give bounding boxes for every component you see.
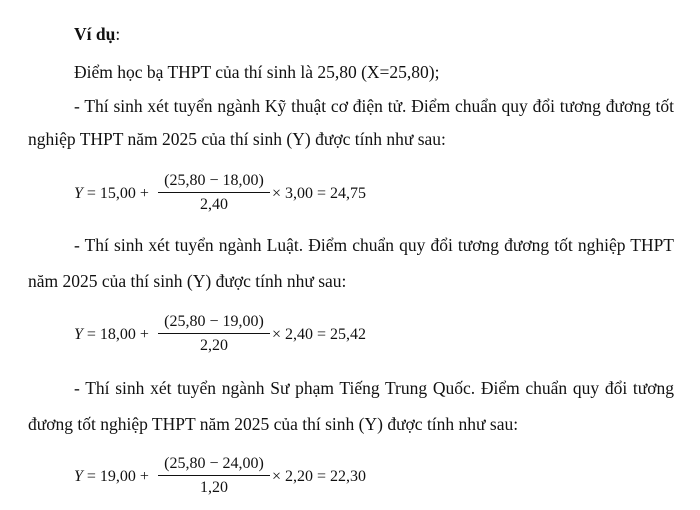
case3-formula-rhs: × 2,20 = 22,30	[272, 468, 367, 485]
intro-paragraph: Điểm học bạ THPT của thí sinh là 25,80 (X=25,80);	[74, 62, 440, 82]
case2-formula-rhs: × 2,40 = 25,42	[272, 326, 367, 343]
case3-formula	[74, 454, 374, 502]
case3-formula-numerator: (25,80 − 24,00)	[164, 455, 264, 472]
case1-text-line1: - Thí sinh xét tuyển ngành Kỹ thuật cơ điện tử. Điểm chuẩn quy đổi tương đương tốt	[74, 96, 674, 116]
case2-text-line1: - Thí sinh xét tuyển ngành Luật. Điểm chuẩn quy đổi tương đương tốt nghiệp THPT	[74, 235, 674, 255]
case2-formula-denominator: 2,20	[200, 337, 228, 354]
case2-formula	[74, 312, 374, 360]
case3-formula-fraction	[158, 454, 270, 498]
case2-text-line2: năm 2025 của thí sinh (Y) được tính như sau:	[28, 271, 347, 291]
case1-formula-var: Y	[74, 185, 83, 202]
case2-formula-lhs	[74, 326, 149, 344]
case1-formula-lhs-rest: = 15,00 +	[82, 185, 149, 202]
case1-formula-numerator: (25,80 − 18,00)	[164, 172, 264, 189]
case2-formula-var: Y	[74, 326, 83, 343]
case3-formula-lhs	[74, 468, 149, 486]
case1-formula-fraction-bar	[158, 192, 270, 193]
example-label: Ví dụ	[74, 24, 116, 44]
case3-text-line1: - Thí sinh xét tuyển ngành Sư phạm Tiếng Trung Quốc. Điểm chuẩn quy đổi tương	[74, 378, 674, 398]
case3-formula-denominator: 1,20	[200, 479, 228, 496]
case3-formula-lhs-rest: = 19,00 +	[82, 468, 149, 485]
case1-formula	[74, 171, 374, 219]
case1-text-line2: nghiệp THPT năm 2025 của thí sinh (Y) được tính như sau:	[28, 129, 446, 149]
case2-formula-fraction	[158, 312, 270, 356]
case1-formula-rhs: × 3,00 = 24,75	[272, 185, 367, 202]
case2-formula-numerator: (25,80 − 19,00)	[164, 313, 264, 330]
case1-formula-lhs	[74, 185, 149, 203]
case3-formula-fraction-bar	[158, 475, 270, 476]
case1-formula-denominator: 2,40	[200, 196, 228, 213]
case2-formula-lhs-rest: = 18,00 +	[82, 326, 149, 343]
example-heading	[74, 26, 120, 44]
case2-formula-fraction-bar	[158, 333, 270, 334]
example-colon: :	[115, 24, 121, 44]
case3-text-line2: đương tốt nghiệp THPT năm 2025 của thí sinh (Y) được tính như sau:	[28, 414, 519, 434]
case1-formula-fraction	[158, 171, 270, 215]
case3-formula-var: Y	[74, 468, 83, 485]
